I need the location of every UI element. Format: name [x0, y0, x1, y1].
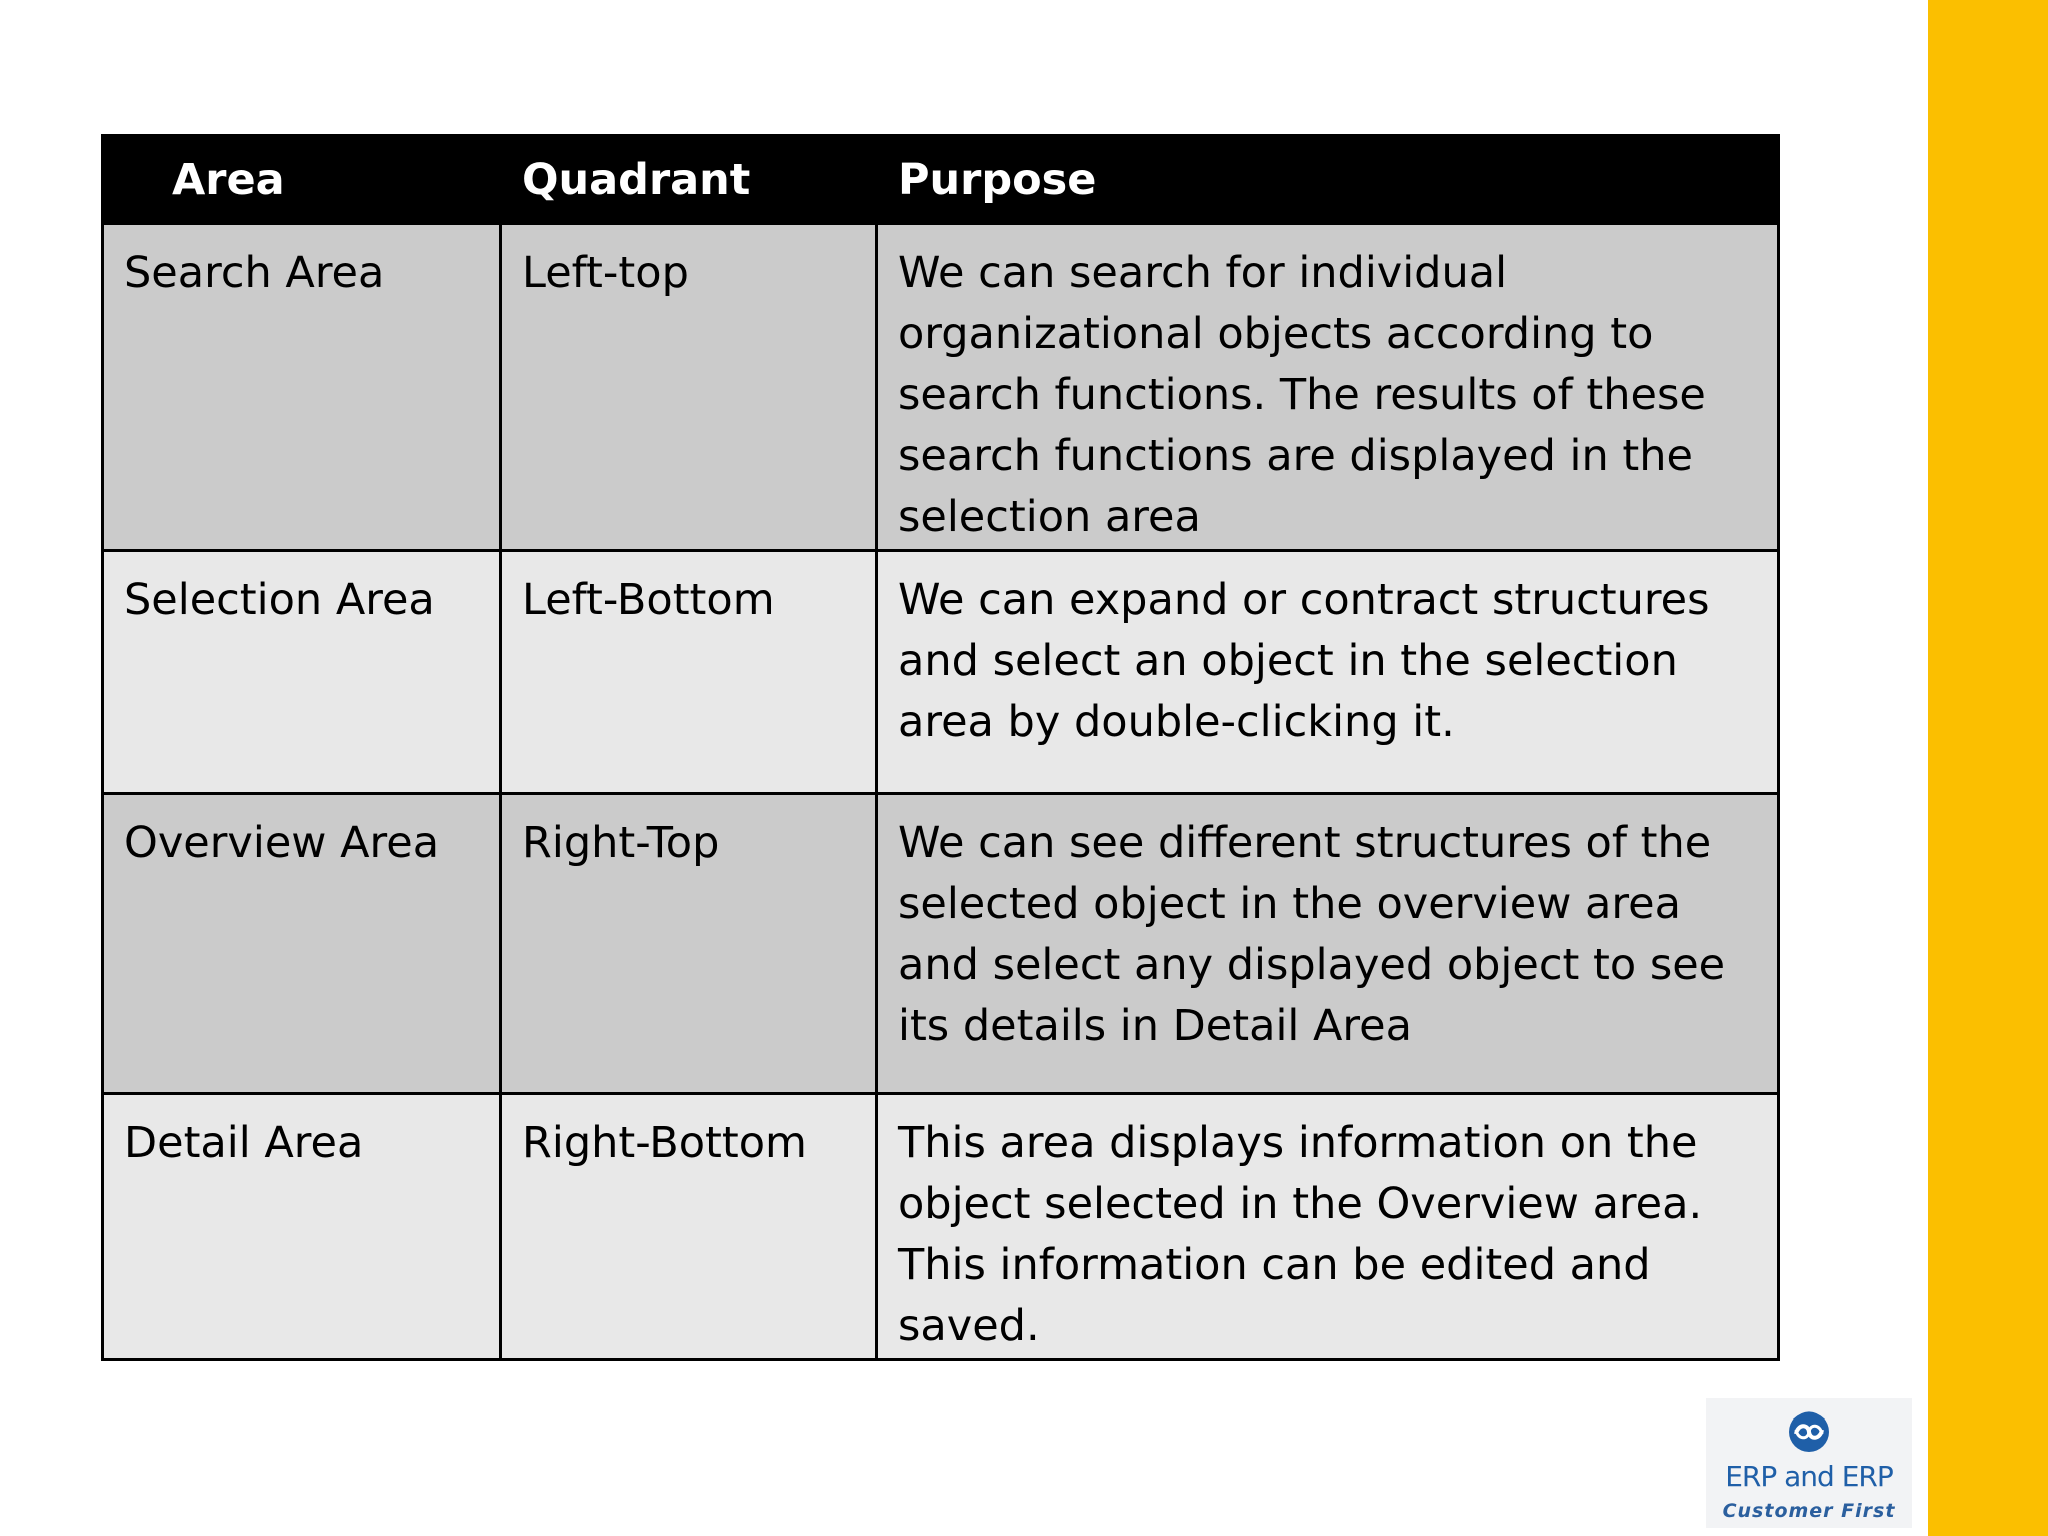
cell-area: Selection Area	[103, 551, 501, 794]
cell-quadrant: Right-Bottom	[501, 1094, 877, 1360]
logo-emblem-icon	[1706, 1398, 1912, 1458]
header-area: Area	[103, 136, 501, 224]
cell-area: Search Area	[103, 224, 501, 551]
cell-area: Detail Area	[103, 1094, 501, 1360]
cell-quadrant: Left-top	[501, 224, 877, 551]
table-row	[103, 1094, 1779, 1360]
header-quadrant: Quadrant	[501, 136, 877, 224]
cell-purpose: We can search for individual organizational objects according to search functions. The results of these search functions are displayed in the selection area	[877, 224, 1779, 551]
header-purpose: Purpose	[877, 136, 1779, 224]
cell-quadrant: Right-Top	[501, 794, 877, 1094]
cell-purpose: This area displays information on the object selected in the Overview area. This information can be edited and saved.	[877, 1094, 1779, 1360]
table-row	[103, 794, 1779, 1094]
cell-purpose: We can see different structures of the selected object in the overview area and select any displayed object to see its details in Detail Area	[877, 794, 1779, 1094]
table-header-row	[103, 136, 1779, 224]
cell-purpose: We can expand or contract structures and select an object in the selection area by double-clicking it.	[877, 551, 1779, 794]
areas-table	[101, 134, 1780, 1361]
company-logo	[1706, 1398, 1912, 1528]
table-row	[103, 224, 1779, 551]
cell-quadrant: Left-Bottom	[501, 551, 877, 794]
logo-name: ERP and ERP	[1725, 1460, 1893, 1493]
logo-tagline: Customer First	[1722, 1500, 1896, 1522]
table-row	[103, 551, 1779, 794]
accent-side-bar	[1928, 0, 2048, 1536]
cell-area: Overview Area	[103, 794, 501, 1094]
